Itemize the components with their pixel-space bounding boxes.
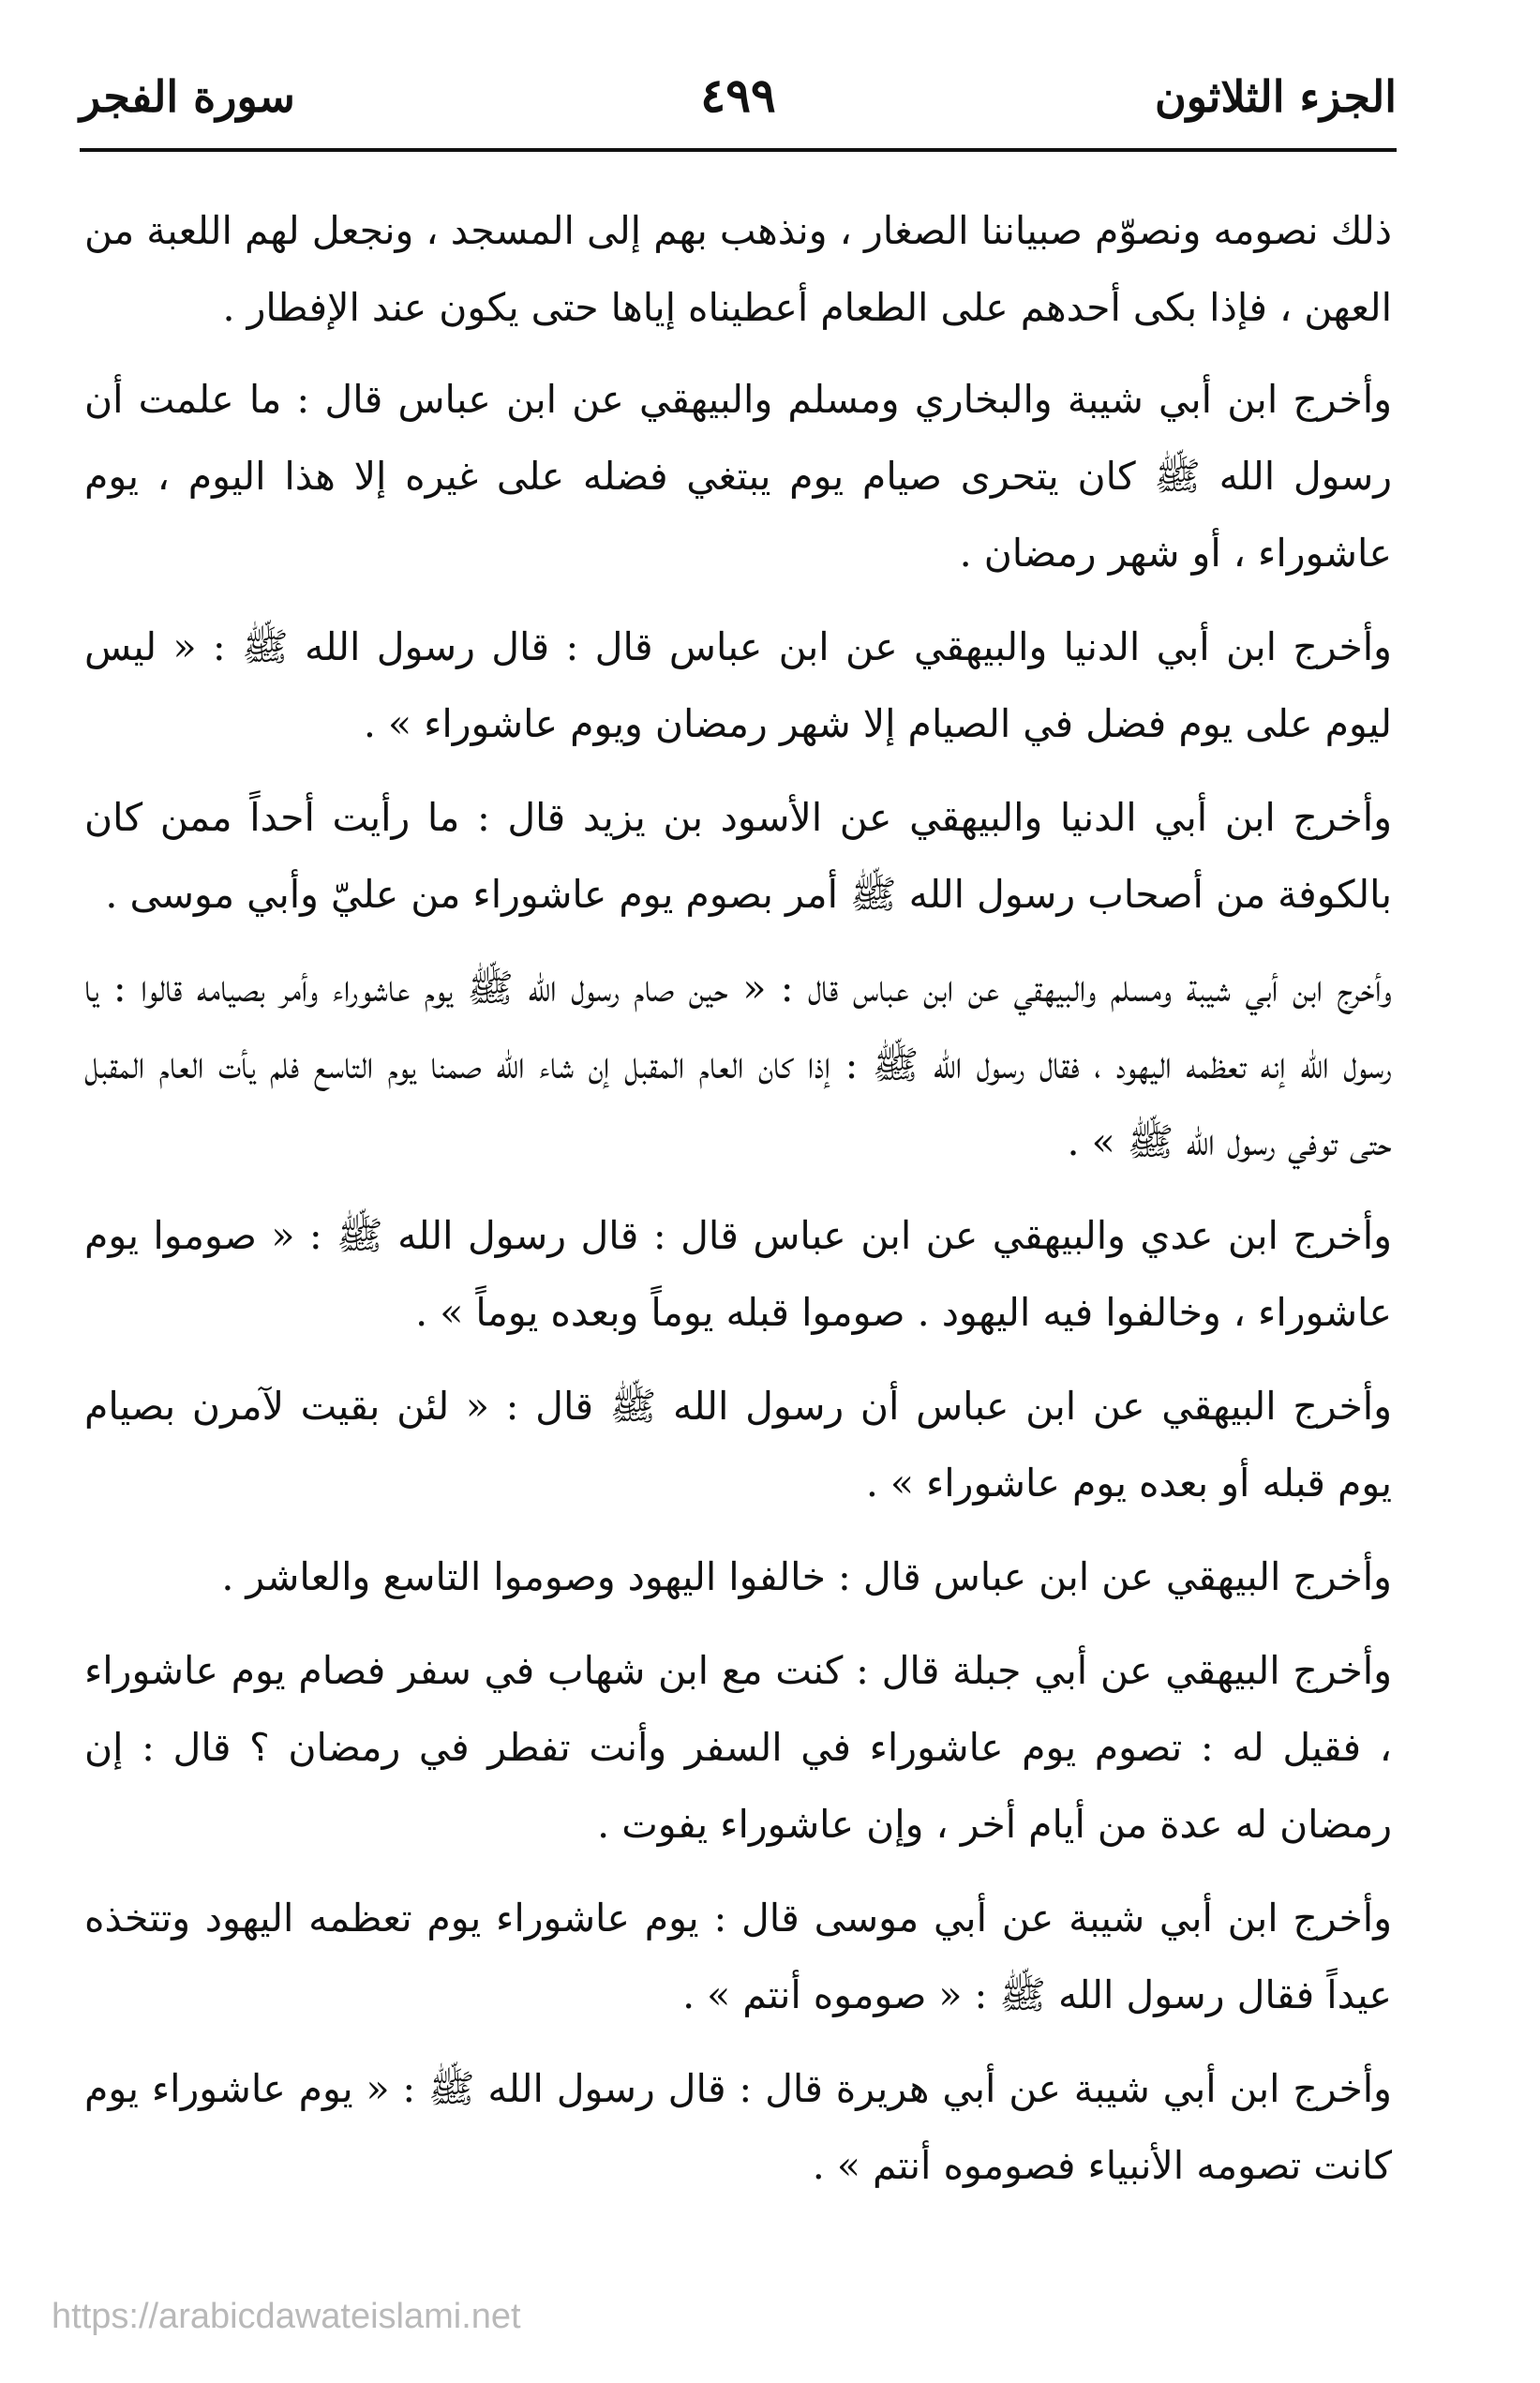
paragraph-1: ذلك نصومه ونصوّم صبياننا الصغار ، ونذهب بهم إلى المسجد ، ونجعل لهم اللعبة من العهن ، فإذا بكى أحدهم على الطعام أعطيناه إياها حتى يكون عند الإفطار . <box>84 208 1392 330</box>
paragraph-10: وأخرج ابن أبي شيبة عن أبي موسى قال : يوم عاشوراء يوم تعظمه اليهود وتتخذه عيداً فقال رسول الله ﷺ : « صوموه أنتم » . <box>84 1896 1392 2017</box>
paragraph-2: وأخرج ابن أبي شيبة والبخاري ومسلم والبيهقي عن ابن عباس قال : ما علمت أن رسول الله ﷺ كان يتحرى صيام يوم يبتغي فضله على غيره إلا هذا اليوم ، يوم عاشوراء ، أو شهر رمضان . <box>84 377 1392 576</box>
paragraph-3: وأخرج ابن أبي الدنيا والبيهقي عن ابن عباس قال : قال رسول الله ﷺ : « ليس ليوم على يوم فضل في الصيام إلا شهر رمضان ويوم عاشوراء » . <box>84 624 1392 746</box>
paragraph-4: وأخرج ابن أبي الدنيا والبيهقي عن الأسود بن يزيد قال : ما رأيت أحداً ممن كان بالكوفة من أصحاب رسول الله ﷺ أمر بصوم يوم عاشوراء من عليّ وأبي موسى . <box>84 795 1392 917</box>
header-divider <box>80 148 1397 152</box>
running-head-surah: سورة الفجر <box>80 71 295 122</box>
page-body <box>84 192 1392 2221</box>
watermark-url: https://arabicdawateislami.net <box>52 2297 521 2336</box>
paragraph-5: وأخرج ابن أبي شيبة ومسلم والبيهقي عن ابن عباس قال : « حين صام رسول الله ﷺ يوم عاشوراء وأمر بصيامه قالوا : يا رسول الله إنه تعظمه اليهود ، فقال رسول الله ﷺ : إذا كان العام المقبل إن شاء الله صمنا يوم التاسع فلم يأت العام المقبل حتى توفي رسول الله ﷺ » . <box>84 966 1392 1164</box>
paragraph-6: وأخرج ابن عدي والبيهقي عن ابن عباس قال : قال رسول الله ﷺ : « صوموا يوم عاشوراء ، وخالفوا فيه اليهود . صوموا قبله يوماً وبعده يوماً » . <box>84 1213 1392 1335</box>
paragraph-7: وأخرج البيهقي عن ابن عباس أن رسول الله ﷺ قال : « لئن بقيت لآمرن بصيام يوم قبله أو بعده يوم عاشوراء » . <box>84 1384 1392 1506</box>
paragraph-11: وأخرج ابن أبي شيبة عن أبي هريرة قال : قال رسول الله ﷺ : « يوم عاشوراء يوم كانت تصومه الأنبياء فصوموه أنتم » . <box>84 2066 1392 2188</box>
running-head-part: الجزء الثلاثون <box>1155 71 1397 122</box>
page-header <box>80 62 1397 146</box>
paragraph-8: وأخرج البيهقي عن ابن عباس قال : خالفوا اليهود وصوموا التاسع والعاشر . <box>221 1554 1392 1599</box>
paragraph-9: وأخرج البيهقي عن أبي جبلة قال : كنت مع ابن شهاب في سفر فصام يوم عاشوراء ، فقيل له : تصوم يوم عاشوراء في السفر وأنت تفطر في رمضان ؟ قال : إن رمضان له عدة من أيام أخر ، وإن عاشوراء يفوت . <box>84 1648 1392 1847</box>
page-number: ٤٩٩ <box>700 67 776 123</box>
